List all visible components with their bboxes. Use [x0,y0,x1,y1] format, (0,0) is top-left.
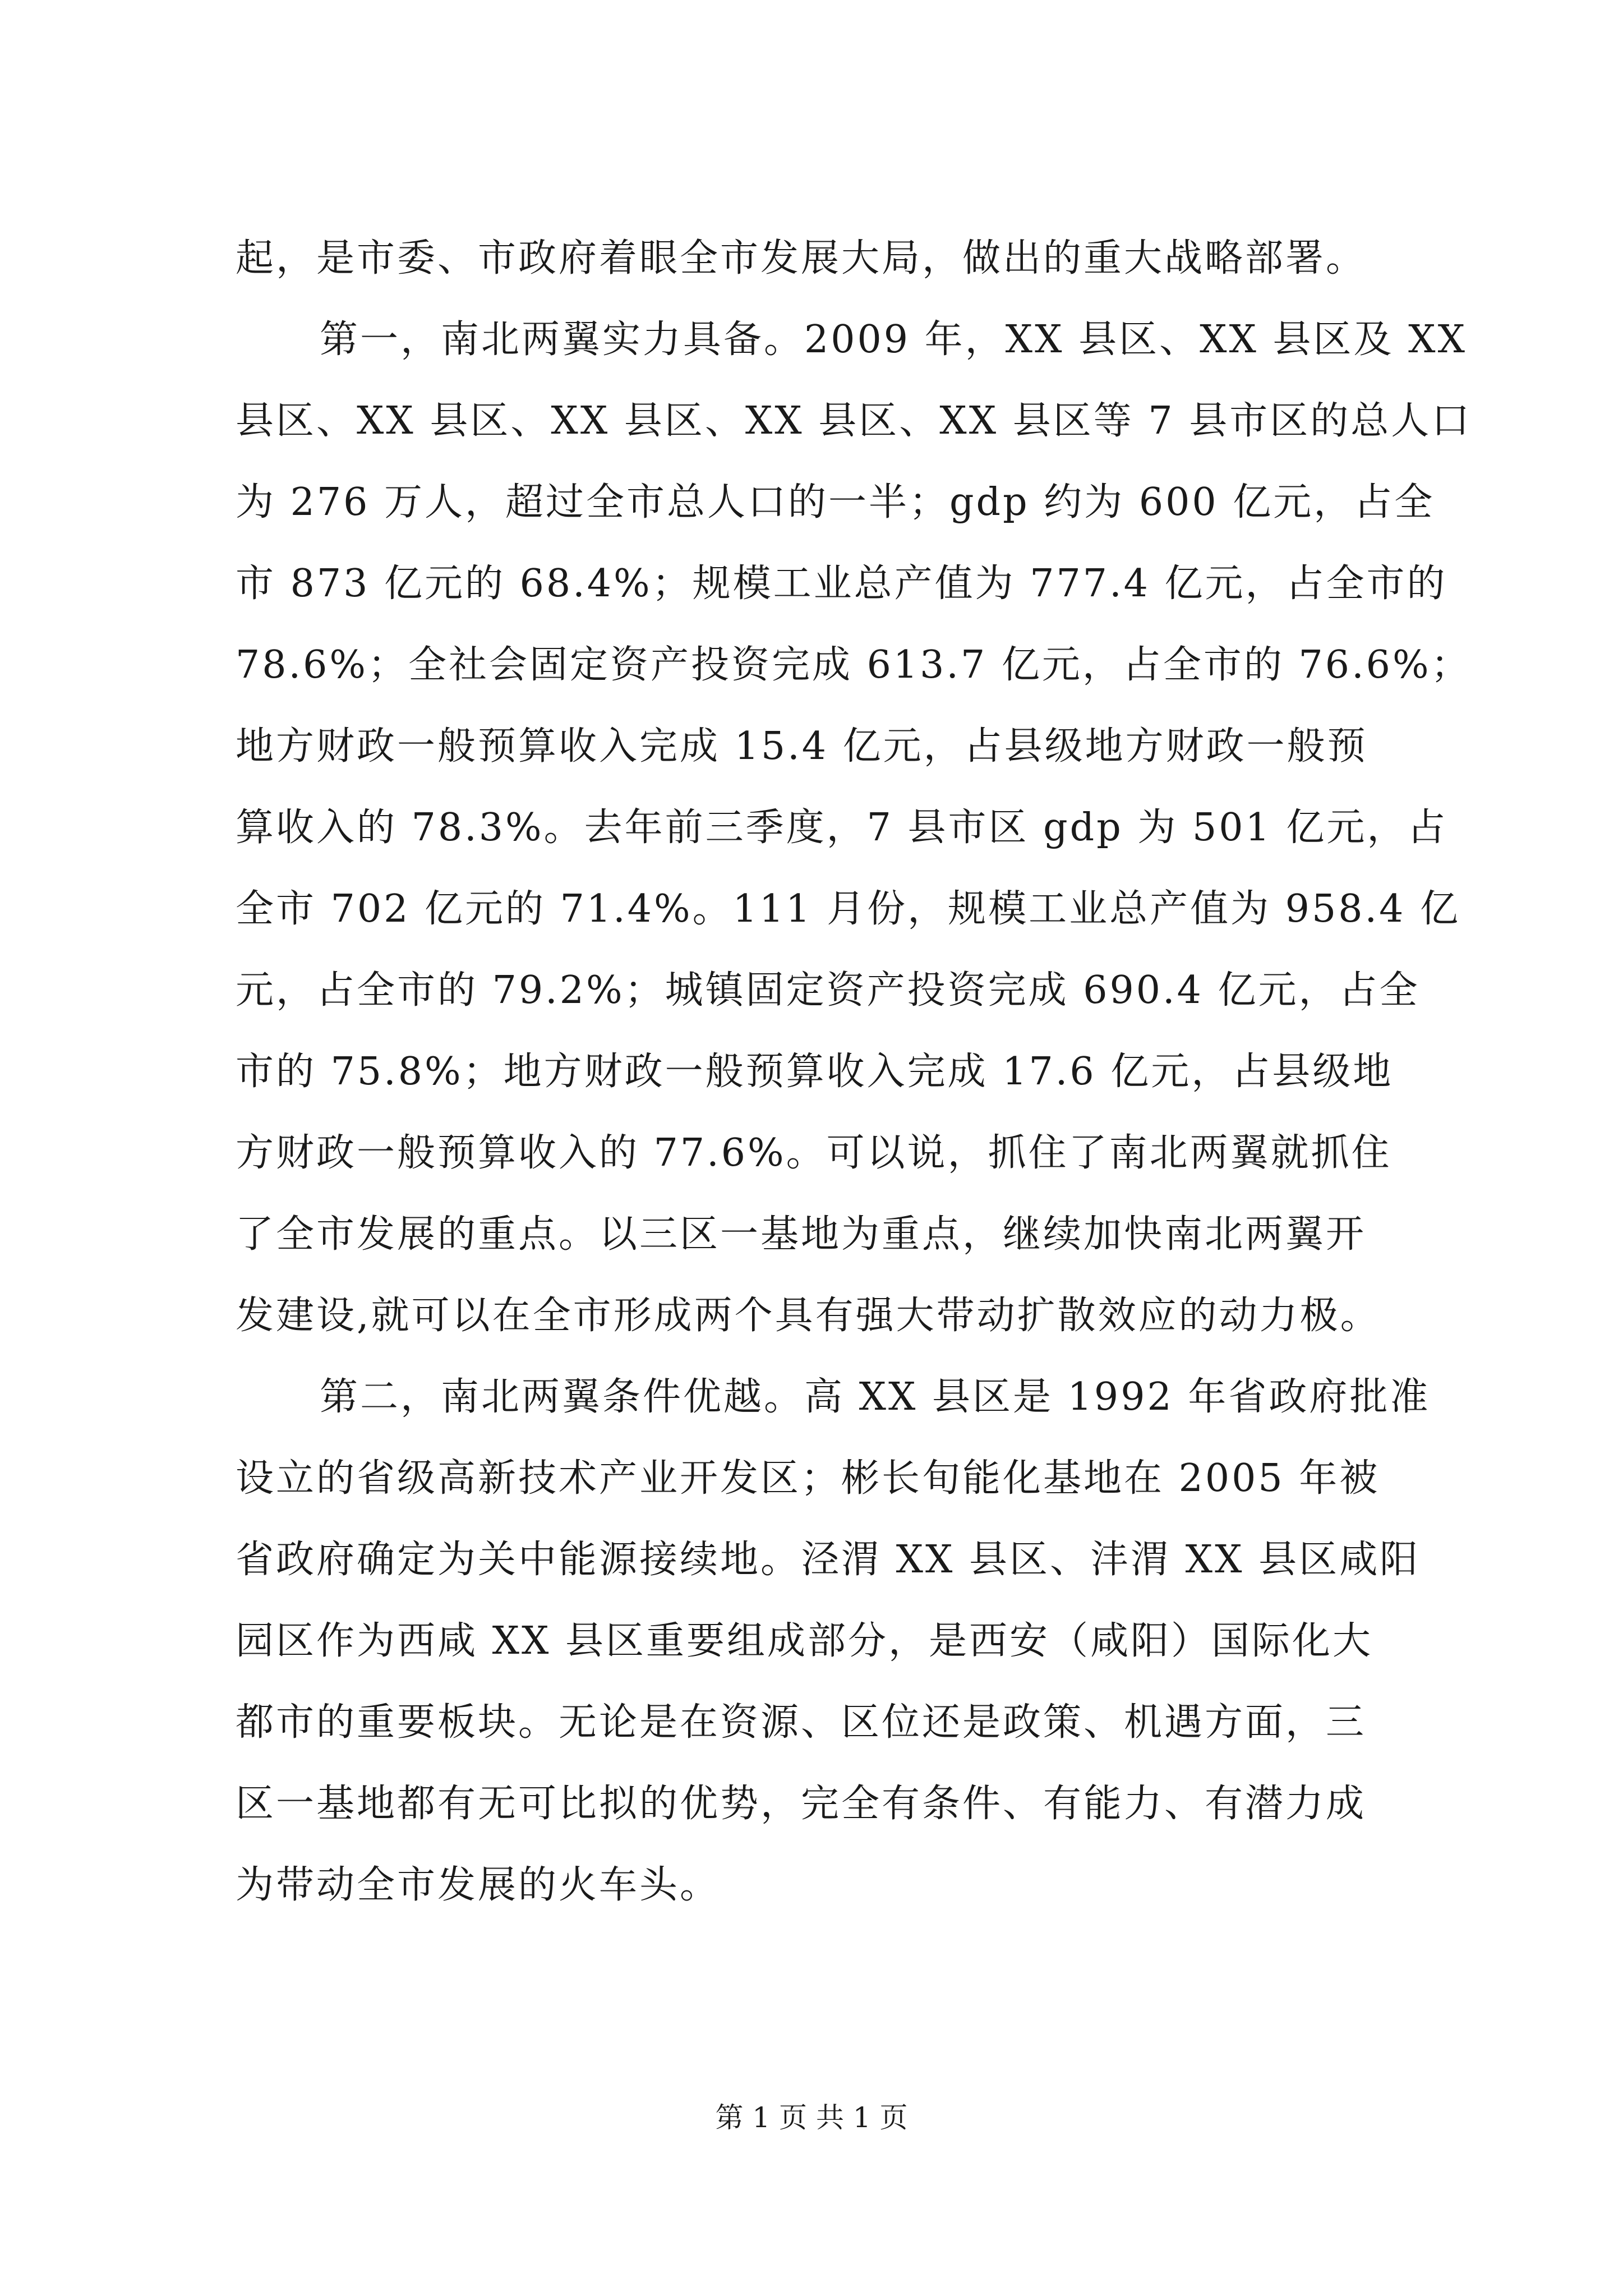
text-line: 了全市发展的重点。以三区一基地为重点，继续加快南北两翼开 [236,1212,1367,1257]
text-line: 为 276 万人，超过全市总人口的一半；gdp 约为 600 亿元，占全 [236,480,1435,524]
text-line: 元，占全市的 79.2%；城镇固定资产投资完成 690.4 亿元，占全 [236,968,1420,1013]
text-line: 都市的重要板块。无论是在资源、区位还是政策、机遇方面，三 [236,1700,1367,1745]
text-line: 园区作为西咸 XX 县区重要组成部分，是西安（咸阳）国际化大 [236,1619,1373,1663]
paragraph-first-line: 第一，南北两翼实力具备。2009 年，XX 县区、XX 县区及 XX [320,318,1467,362]
text-line: 省政府确定为关中能源接续地。泾渭 XX 县区、沣渭 XX 县区咸阳 [236,1538,1421,1582]
text-line: 地方财政一般预算收入完成 15.4 亿元，占县级地方财政一般预 [236,724,1368,769]
text-line: 起，是市委、市政府着眼全市发展大局，做出的重大战略部署。 [236,236,1367,280]
text-line: 市 873 亿元的 68.4%；规模工业总产值为 777.4 亿元，占全市的 [236,562,1447,606]
text-line: 市的 75.8%；地方财政一般预算收入完成 17.6 亿元，占县级地 [236,1050,1394,1094]
text-line: 方财政一般预算收入的 77.6%。可以说，抓住了南北两翼就抓住 [236,1131,1392,1175]
paragraph-first-line: 第二，南北两翼条件优越。高 XX 县区是 1992 年省政府批准 [320,1375,1431,1419]
text-line: 算收入的 78.3%。去年前三季度，7 县市区 gdp 为 501 亿元，占 [236,806,1448,850]
text-line: 县区、XX 县区、XX 县区、XX 县区、XX 县区等 7 县市区的总人口 [236,399,1472,443]
text-line: 78.6%；全社会固定资产投资完成 613.7 亿元，占全市的 76.6%； [236,643,1472,687]
text-line: 发建设,就可以在全市形成两个具有强大带动扩散效应的动力极。 [236,1294,1381,1338]
page-footer [0,2098,1623,2137]
text-line: 设立的省级高新技术产业开发区；彬长旬能化基地在 2005 年被 [236,1456,1380,1501]
page-number-label: 第 1 页 共 1 页 [715,2101,908,2134]
text-line: 为带动全市发展的火车头。 [236,1863,721,1907]
text-line: 全市 702 亿元的 71.4%。111 月份，规模工业总产值为 958.4 亿 [236,887,1460,931]
document-body [236,218,1472,1926]
text-line: 区一基地都有无可比拟的优势，完全有条件、有能力、有潜力成 [236,1782,1367,1826]
